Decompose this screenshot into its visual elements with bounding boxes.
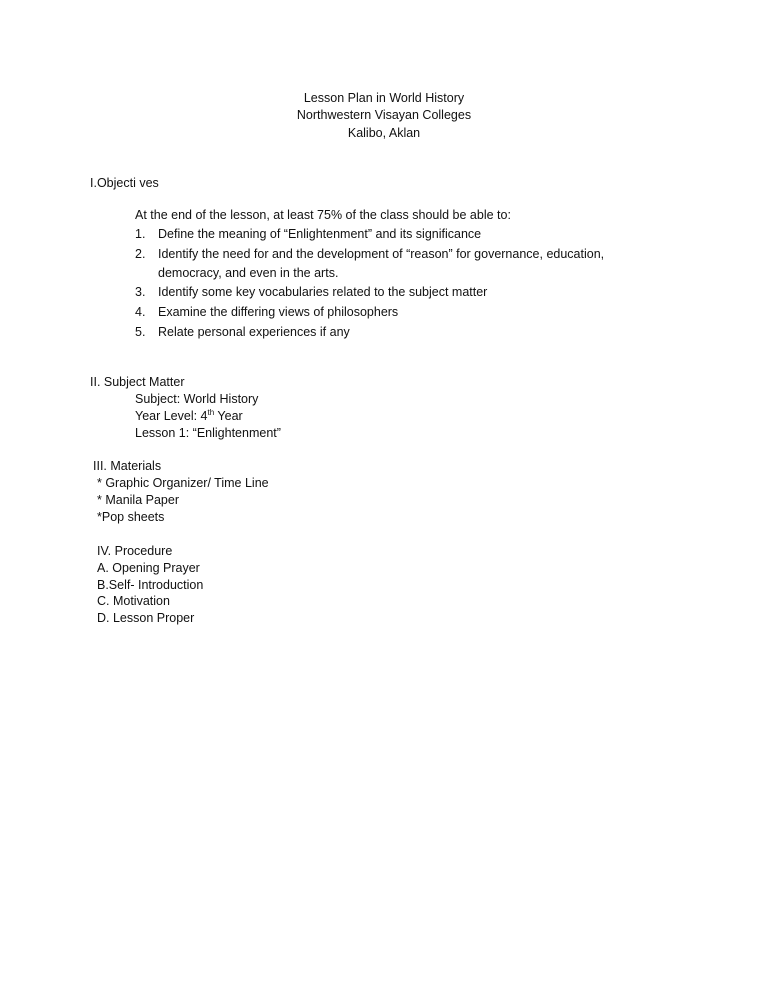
objective-number: 4. [135, 305, 146, 319]
subject-line: Subject: World History [135, 392, 259, 406]
objectives-intro: At the end of the lesson, at least 75% of the class should be able to: [135, 208, 511, 222]
procedure-item: C. Motivation [97, 594, 170, 608]
objective-number: 3. [135, 285, 146, 299]
material-item: * Manila Paper [97, 493, 179, 507]
procedure-item: D. Lesson Proper [97, 611, 195, 625]
objective-text: Examine the differing views of philosophers [158, 305, 399, 319]
subject-matter-heading: II. Subject Matter [90, 375, 185, 389]
year-level-line [135, 408, 243, 424]
procedure-heading: IV. Procedure [97, 544, 173, 558]
material-item: * Graphic Organizer/ Time Line [97, 476, 269, 490]
objective-text-continued: democracy, and even in the arts. [158, 266, 339, 280]
material-item: *Pop sheets [97, 510, 165, 524]
procedure-item: B.Self- Introduction [97, 578, 204, 592]
document-title: Lesson Plan in World History [303, 91, 465, 105]
objective-text: Define the meaning of “Enlightenment” and its significance [158, 227, 482, 241]
objective-number: 1. [135, 227, 146, 241]
year-level-suffix: Year [214, 409, 243, 423]
objectives-heading: I.Objecti ves [90, 176, 159, 190]
objective-number: 2. [135, 247, 146, 261]
objective-text: Identify the need for and the development of “reason” for governance, education, [158, 247, 605, 261]
school-name: Northwestern Visayan Colleges [296, 108, 472, 122]
procedure-item: A. Opening Prayer [97, 561, 200, 575]
objective-number: 5. [135, 325, 146, 339]
objective-text: Identify some key vocabularies related to the subject matter [158, 285, 488, 299]
materials-heading: III. Materials [93, 459, 162, 473]
year-level-superscript: th [207, 408, 215, 417]
school-location: Kalibo, Aklan [347, 126, 421, 140]
year-level-text: Year Level: 4 [135, 409, 208, 423]
objective-text: Relate personal experiences if any [158, 325, 350, 339]
lesson-line: Lesson 1: “Enlightenment” [135, 426, 281, 440]
